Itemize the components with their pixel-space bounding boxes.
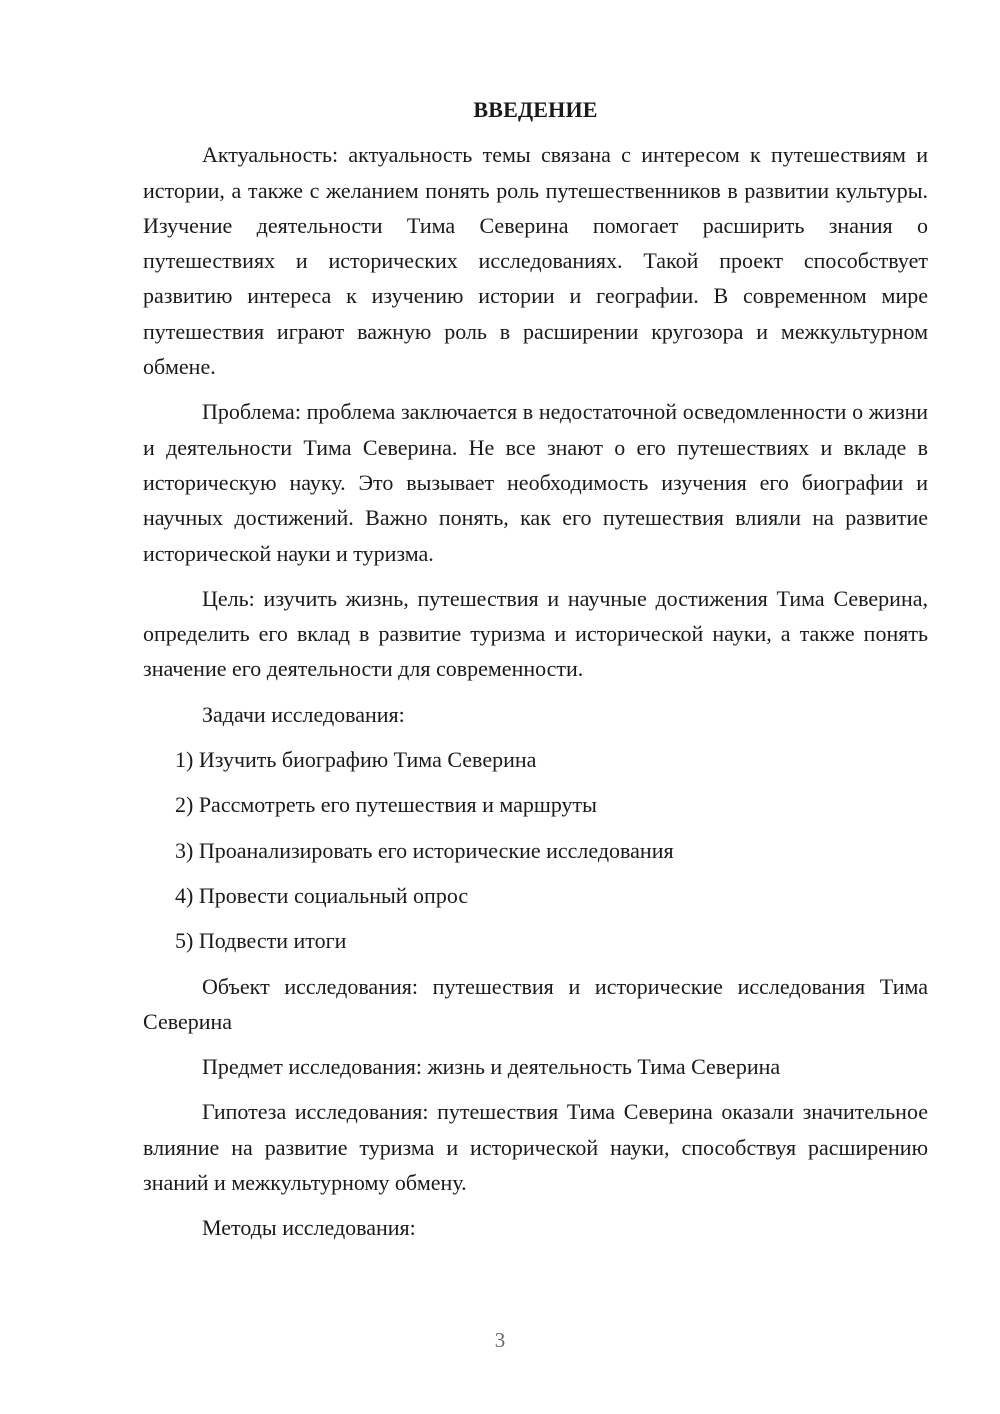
section-title: ВВЕДЕНИЕ xyxy=(473,97,598,122)
tasks-heading: Задачи исследования: xyxy=(202,701,405,727)
page-number: 3 xyxy=(494,1328,506,1352)
subject-paragraph: Предмет исследования: жизнь и деятельность Тима Северина xyxy=(202,1054,781,1080)
list-item: 4) Провести социальный опрос xyxy=(175,882,469,908)
list-item: 5) Подвести итоги xyxy=(175,928,347,954)
object-paragraph: Объект исследования: путешествия и исторические исследования Тима Северина xyxy=(143,973,928,1034)
list-item: 2) Рассмотреть его путешествия и маршруты xyxy=(175,792,597,818)
relevance-paragraph: Актуальность: актуальность темы связана с интересом к путешествиям и истории, а также с желанием понять роль путешественников в развитии культуры. Изучение деятельности Тима Северина помогает расширить знания о путешествиях и исторических исследованиях. Такой проект способствует развитию интереса к изучению истории и географии. В современном мире путешествия играют важную роль в расширении кругозора и межкультурном обмене. xyxy=(143,142,928,380)
list-item: 1) Изучить биографию Тима Северина xyxy=(175,747,537,773)
goal-paragraph: Цель: изучить жизнь, путешествия и научные достижения Тима Северина, определить его вклад в развитие туризма и исторической науки, а также понять значение его деятельности для современности. xyxy=(143,585,928,682)
hypothesis-paragraph: Гипотеза исследования: путешествия Тима Северина оказали значительное влияние на развитие туризма и исторической науки, способствуя расширению знаний и межкультурному обмену. xyxy=(143,1099,928,1196)
methods-heading: Методы исследования: xyxy=(202,1215,416,1241)
problem-paragraph: Проблема: проблема заключается в недостаточной осведомленности о жизни и деятельности Тима Северина. Не все знают о его путешествиях и вкладе в историческую науку. Это вызывает необходимость изучения его биографии и научных достижений. Важно понять, как его путешествия влияли на развитие исторической науки и туризма. xyxy=(143,399,928,566)
document-page xyxy=(143,92,928,1256)
tasks-list xyxy=(143,742,928,958)
list-item: 3) Проанализировать его исторические исследования xyxy=(175,837,674,863)
